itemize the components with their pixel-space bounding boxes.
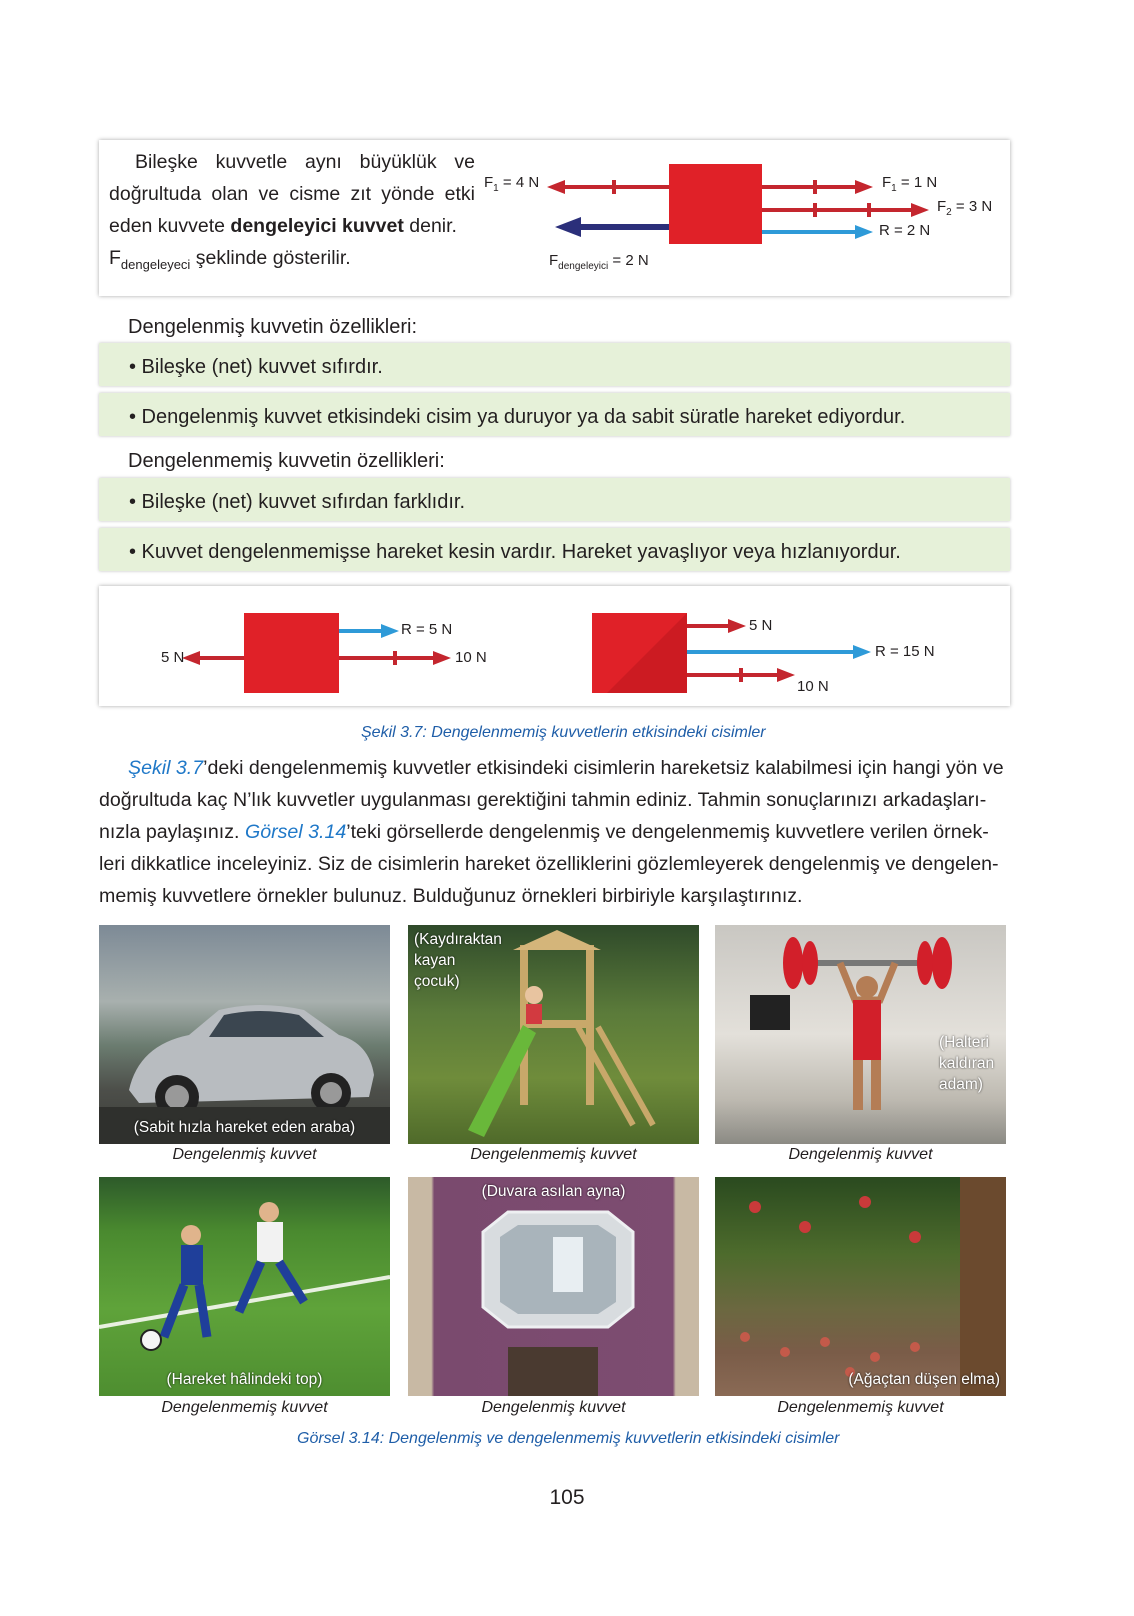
gallery-caption: Görsel 3.14: Dengelenmiş ve dengelenmemiş kuvvetlerin etkisindeki cisimler bbox=[297, 1430, 840, 1447]
label-right-5n: 5 N bbox=[749, 617, 773, 634]
definition-line-3-post: denir. bbox=[403, 215, 457, 237]
ref-sekil-3-7: Şekil 3.7 bbox=[128, 757, 204, 779]
photo-slide-label: Dengelenmemiş kuvvet bbox=[470, 1146, 637, 1163]
ref-gorsel-3-14: Görsel 3.14 bbox=[244, 821, 347, 843]
balanced-item-2: • Dengelenmiş kuvvet etkisindeki cisim ya duruyor ya da sabit süratle hareket ediyordur. bbox=[99, 393, 1010, 436]
label-left-10n: 10 N bbox=[455, 649, 487, 666]
label-dengeleyici: $F_{dengeleyici} = 2$ N bbox=[549, 252, 649, 272]
photo-mirror bbox=[408, 1177, 699, 1396]
unbalanced-force-diagrams bbox=[99, 586, 1010, 706]
definition-line-2: doğrultuda olan ve cisme zıt yönde etki bbox=[109, 183, 475, 205]
label-f1-right: $F_1 = 1$ N bbox=[882, 174, 938, 194]
paragraph-line-5: memiş kuvvetlere örnekler bulunuz. Bulduğunuz örnekleri birbiriyle karşılaştırınız. bbox=[99, 885, 803, 907]
photo-car bbox=[99, 925, 390, 1144]
photo-apple-tree-label: Dengelenmemiş kuvvet bbox=[777, 1399, 944, 1416]
dengeleyici-force-diagram bbox=[99, 140, 1010, 296]
body-paragraph bbox=[99, 752, 1011, 912]
balanced-heading: Dengelenmiş kuvvetin özellikleri: bbox=[128, 316, 418, 338]
definition-symbol: F bbox=[109, 247, 121, 269]
diagram-block bbox=[669, 164, 762, 244]
photo-weightlifter bbox=[715, 925, 1006, 1144]
photo-slide-caption: (Kaydıraktan kayan çocuk) bbox=[414, 931, 502, 990]
mirror-icon bbox=[408, 1177, 699, 1396]
photo-car-caption: (Sabit hızla hareket eden araba) bbox=[133, 1119, 356, 1136]
definition-line-3-pre: eden kuvvete bbox=[109, 215, 231, 237]
page-number: 105 bbox=[549, 1486, 585, 1509]
unbalanced-item-1: • Bileşke (net) kuvvet sıfırdan farklıdır. bbox=[99, 478, 1010, 521]
photo-apple-tree bbox=[715, 1177, 1006, 1396]
definition-line-4-post: şeklinde gösterilir. bbox=[190, 247, 351, 269]
apple-tree-icon bbox=[715, 1177, 1006, 1396]
label-left-resultant: R = 5 N bbox=[401, 621, 453, 638]
definition-line-1: Bileşke kuvvetle aynı büyüklük ve bbox=[135, 151, 475, 173]
photo-mirror-caption: (Duvara asılan ayna) bbox=[481, 1183, 626, 1200]
photo-football bbox=[99, 1177, 390, 1396]
photo-football-label: Dengelenmemiş kuvvet bbox=[161, 1399, 328, 1416]
label-right-resultant: R = 15 N bbox=[875, 643, 935, 660]
paragraph-line-4: leri dikkatlice inceleyiniz. Siz de cisimlerin hareket özelliklerini gözlemleyerek dengelenmiş ve dengelen- bbox=[99, 853, 999, 875]
car-icon bbox=[99, 925, 390, 1144]
unbalanced-item-2: • Kuvvet dengelenmemişse hareket kesin vardır. Hareket yavaşlıyor veya hızlanıyordur. bbox=[99, 528, 1010, 571]
definition-box bbox=[99, 140, 1010, 296]
label-left-5n: 5 N bbox=[161, 649, 185, 666]
definition-term: dengeleyici kuvvet bbox=[230, 215, 404, 237]
paragraph-line-1: ’deki dengelenmemiş kuvvetler etkisindeki cisimlerin hareketsiz kalabilmesi için hangi yön ve bbox=[203, 757, 1004, 779]
label-resultant: R = 2 N bbox=[879, 222, 931, 239]
definition-symbol-sub: dengeleyeci bbox=[120, 256, 191, 272]
unbalanced-heading: Dengelenmemiş kuvvetin özellikleri: bbox=[128, 450, 445, 472]
left-block bbox=[244, 613, 339, 693]
photo-weightlifter-label: Dengelenmiş kuvvet bbox=[788, 1146, 933, 1163]
figure-3-7-caption: Şekil 3.7: Dengelenmemiş kuvvetlerin etkisindeki cisimler bbox=[361, 724, 766, 741]
label-f1-left: $F_1 = 4$ N bbox=[484, 174, 540, 194]
photo-weightlifter-caption: (Halteri kaldıran adam) bbox=[939, 1034, 995, 1093]
label-f2: $F_2 = 3$ N bbox=[937, 198, 993, 218]
football-icon bbox=[99, 1177, 390, 1396]
photo-football-caption: (Hareket hâlindeki top) bbox=[166, 1371, 323, 1388]
balanced-item-1: • Bileşke (net) kuvvet sıfırdır. bbox=[99, 343, 1010, 386]
paragraph-line-2: doğrultuda kaç N’lık kuvvetler uygulanması gerektiğini tahmin ediniz. Tahmin sonuçlarınızı arkadaşları- bbox=[99, 789, 987, 811]
label-right-10n: 10 N bbox=[797, 678, 829, 695]
photo-apple-tree-caption: (Ağaçtan düşen elma) bbox=[848, 1371, 1000, 1388]
photo-car-label: Dengelenmiş kuvvet bbox=[172, 1146, 317, 1163]
figure-3-7 bbox=[99, 586, 1010, 706]
photo-slide bbox=[408, 925, 699, 1144]
paragraph-line-3-pre: nızla paylaşınız. bbox=[99, 821, 245, 843]
photo-mirror-label: Dengelenmiş kuvvet bbox=[481, 1399, 626, 1416]
paragraph-line-3-post: ’teki görsellerde dengelenmiş ve dengelenmemiş kuvvetlere verilen örnek- bbox=[346, 821, 989, 843]
